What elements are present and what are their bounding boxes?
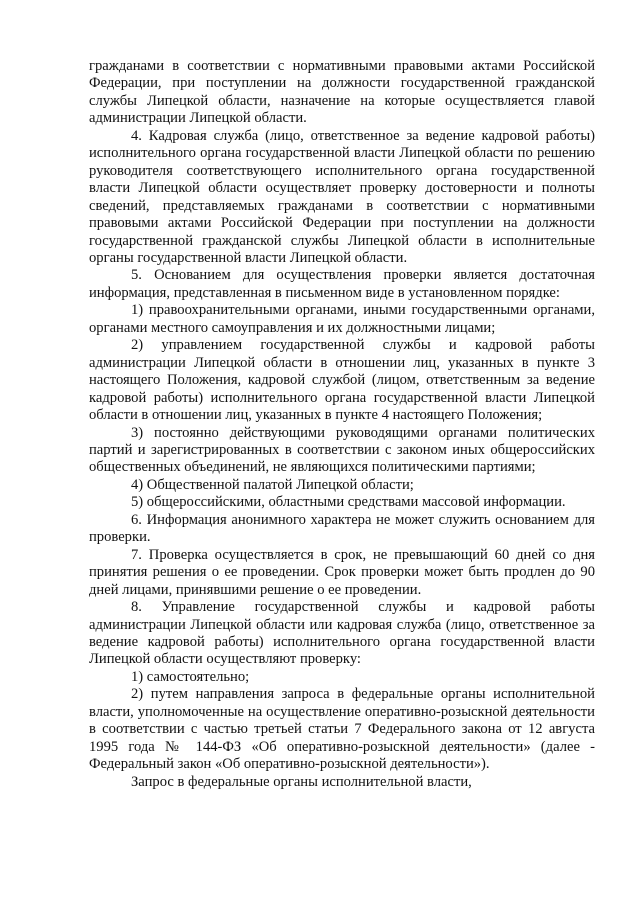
paragraph-subitem-5-5: 5) общероссийскими, областными средствами массовой информации. xyxy=(131,494,566,511)
paragraph-subitem-5-4: 4) Общественной палатой Липецкой области; xyxy=(131,476,414,493)
paragraph-subitem-8-2: 2) путем направления запроса в федеральные органы исполнительной власти, уполномоченные на осуществление оперативно-розыскной деятельности в соответствии с частью третьей статьи 7 Федерального закона от 12 августа 1995 года № 144-ФЗ «Об оперативно-розыскной деятельности» (далее - Федеральный закон «Об оперативно-розыскной деятельности»). xyxy=(89,686,595,773)
paragraph-request: Запрос в федеральные органы исполнительной власти, xyxy=(131,773,472,790)
paragraph-item-6: 6. Информация анонимного характера не может служить основанием для проверки. xyxy=(89,511,595,546)
paragraph-subitem-5-3: 3) постоянно действующими руководящими органами политических партий и зарегистрированных в соответствии с законом иных общероссийских общественных объединений, не являющихся политическими партиями; xyxy=(89,424,595,476)
paragraph-item-8: 8. Управление государственной службы и кадровой работы администрации Липецкой области или кадровая служба (лицо, ответственное за ведение кадровой работы) исполнительного органа государственной власти Липецкой области осуществляют проверку: xyxy=(89,599,595,668)
paragraph-subitem-5-2: 2) управлением государственной службы и кадровой работы администрации Липецкой области в отношении лиц, указанных в пункте 3 настоящего Положения, кадровой службой (лицом, ответственным за ведение кадровой работы) исполнительного органа государственной власти Липецкой области в отношении лиц, указанных в пункте 4 настоящего Положения; xyxy=(89,337,595,424)
paragraph-subitem-5-1: 1) правоохранительными органами, иными государственными органами, органами местного самоуправления и их должностными лицами; xyxy=(89,302,595,336)
paragraph-subitem-8-1: 1) самостоятельно; xyxy=(131,668,250,685)
document-page xyxy=(89,58,595,791)
paragraph-item-4: 4. Кадровая служба (лицо, ответственное за ведение кадровой работы) исполнительного органа государственной власти Липецкой области по решению руководителя соответствующего исполнительного органа государственной власти Липецкой области осуществляет проверку достоверности и полноты сведений, представляемых гражданами в соответствии с нормативными правовыми актами Российской Федерации при поступлении на должности государственной гражданской службы Липецкой области в исполнительные органы государственной власти Липецкой области. xyxy=(89,127,595,266)
paragraph-item-7: 7. Проверка осуществляется в срок, не превышающий 60 дней со дня принятия решения о ее проведении. Срок проверки может быть продлен до 90 дней лицами, принявшими решение о ее проведении. xyxy=(89,546,595,598)
paragraph-continuation: гражданами в соответствии с нормативными правовыми актами Российской Федерации, при поступлении на должности государственной гражданской службы Липецкой области, назначение на которые осуществляется главой администрации Липецкой области. xyxy=(89,58,595,127)
paragraph-item-5: 5. Основанием для осуществления проверки является достаточная информация, представленная в письменном виде в установленном порядке: xyxy=(89,267,595,301)
